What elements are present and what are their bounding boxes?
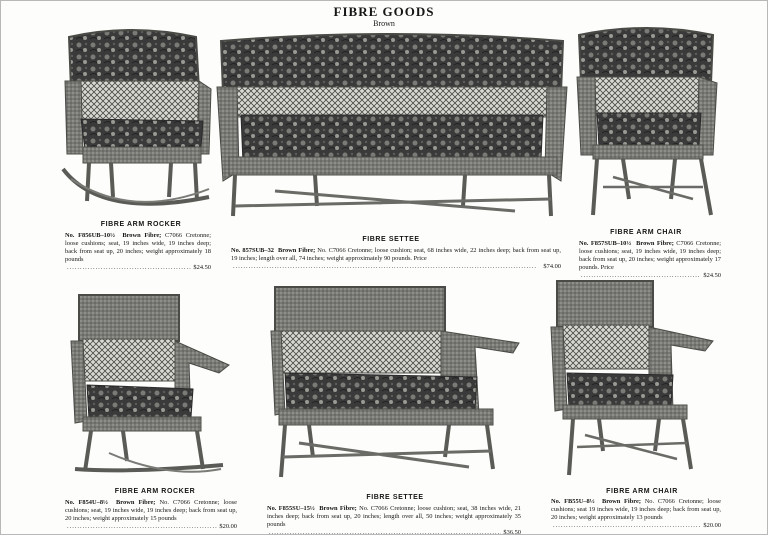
- item-settee-bottom: [269, 285, 521, 491]
- item-number: No. F857SUB–10½: [579, 240, 632, 247]
- leader-dots: [67, 523, 217, 531]
- item-material: Brown Fibre;: [277, 247, 316, 254]
- item-material: Brown Fibre;: [636, 240, 674, 247]
- item-material: Brown Fibre;: [116, 499, 156, 506]
- arm-rocker-image: [61, 29, 213, 219]
- item-number: No. FB55U–8½: [551, 498, 595, 505]
- item-description: [267, 505, 521, 535]
- item-details: No. C7066 Cretonne; loose cushion; seat, 38 inches wide, 21 inches deep; back from seat up, 20 inches; length over all, 50 inches; weight approximately 35 pounds: [267, 505, 521, 528]
- item-description: [579, 240, 721, 280]
- item-description: [65, 499, 237, 531]
- item-label: FIBRE ARM CHAIR: [610, 229, 682, 236]
- item-number: No. F854U–8½: [65, 499, 108, 506]
- leader-dots: [269, 529, 501, 535]
- item-material: Brown Fibre;: [319, 505, 357, 512]
- item-arm-rocker-bottom: [69, 293, 233, 485]
- item-arm-chair-bottom: [549, 279, 715, 483]
- item-description: [551, 498, 721, 530]
- leader-dots: [233, 263, 541, 271]
- item-price: $20.00: [703, 522, 721, 529]
- leader-dots: [553, 522, 701, 530]
- item-arm-chair-top: [573, 27, 721, 227]
- settee-image: [269, 285, 521, 491]
- item-number: No. F856UB–10½: [65, 232, 115, 239]
- item-label: FIBRE ARM CHAIR: [606, 488, 678, 495]
- item-details: C7066 Cretonne; loose cushions; seat, 19 inches wide, 19 inches deep; back from seat up, 20 inches; weight approximately 17 pounds. Price: [579, 240, 721, 271]
- page-subtitle: Brown: [373, 19, 395, 28]
- item-label: FIBRE ARM ROCKER: [100, 221, 182, 228]
- page-title: FIBRE GOODS: [333, 4, 435, 19]
- item-price: $36.50: [503, 529, 521, 535]
- item-details: No. C7066 Cretonne; loose cushion; seat, 68 inches wide, 22 inches deep; back from seat up, 19 inches; length over all, 74 inches; weight approximately 90 pounds. Price: [231, 247, 561, 262]
- item-settee-top: [215, 31, 569, 236]
- item-arm-rocker-top: [61, 29, 213, 219]
- item-label: FIBRE SETTEE: [362, 236, 420, 243]
- item-price: $20.00: [219, 523, 237, 530]
- settee-image: [215, 31, 569, 236]
- item-description: [65, 232, 211, 272]
- item-details: No. C7066 Cretonne; loose cushions; seat 19 inches wide, 19 inches deep; back from seat up, 20 inches; weight approximately 13 pounds: [551, 498, 721, 521]
- item-price: $24.50: [193, 264, 211, 271]
- leader-dots: [67, 264, 191, 272]
- item-price: $24.50: [703, 272, 721, 279]
- item-material: Brown Fibre;: [122, 232, 162, 239]
- arm-chair-image: [573, 27, 721, 227]
- item-details: C7066 Cretonne; loose cushions; seat, 19 inches wide, 19 inches deep; back from seat up, 20 inches; weight approximately 18 pounds: [65, 232, 211, 263]
- item-price: $74.00: [543, 263, 561, 270]
- item-label: FIBRE SETTEE: [366, 494, 424, 501]
- arm-chair-image: [549, 279, 715, 483]
- item-number: No. 857SUB–32: [231, 247, 274, 254]
- item-details: No. C7066 Cretonne; loose cushions; seat, 19 inches wide, 19 inches deep; back from seat up, 20 inches; weight approximately 15 pounds: [65, 499, 237, 522]
- item-description: [231, 247, 561, 271]
- item-number: No. F855SU–15½: [267, 505, 315, 512]
- item-label: FIBRE ARM ROCKER: [114, 488, 196, 495]
- arm-rocker-image: [69, 293, 233, 485]
- item-material: Brown Fibre;: [601, 498, 641, 505]
